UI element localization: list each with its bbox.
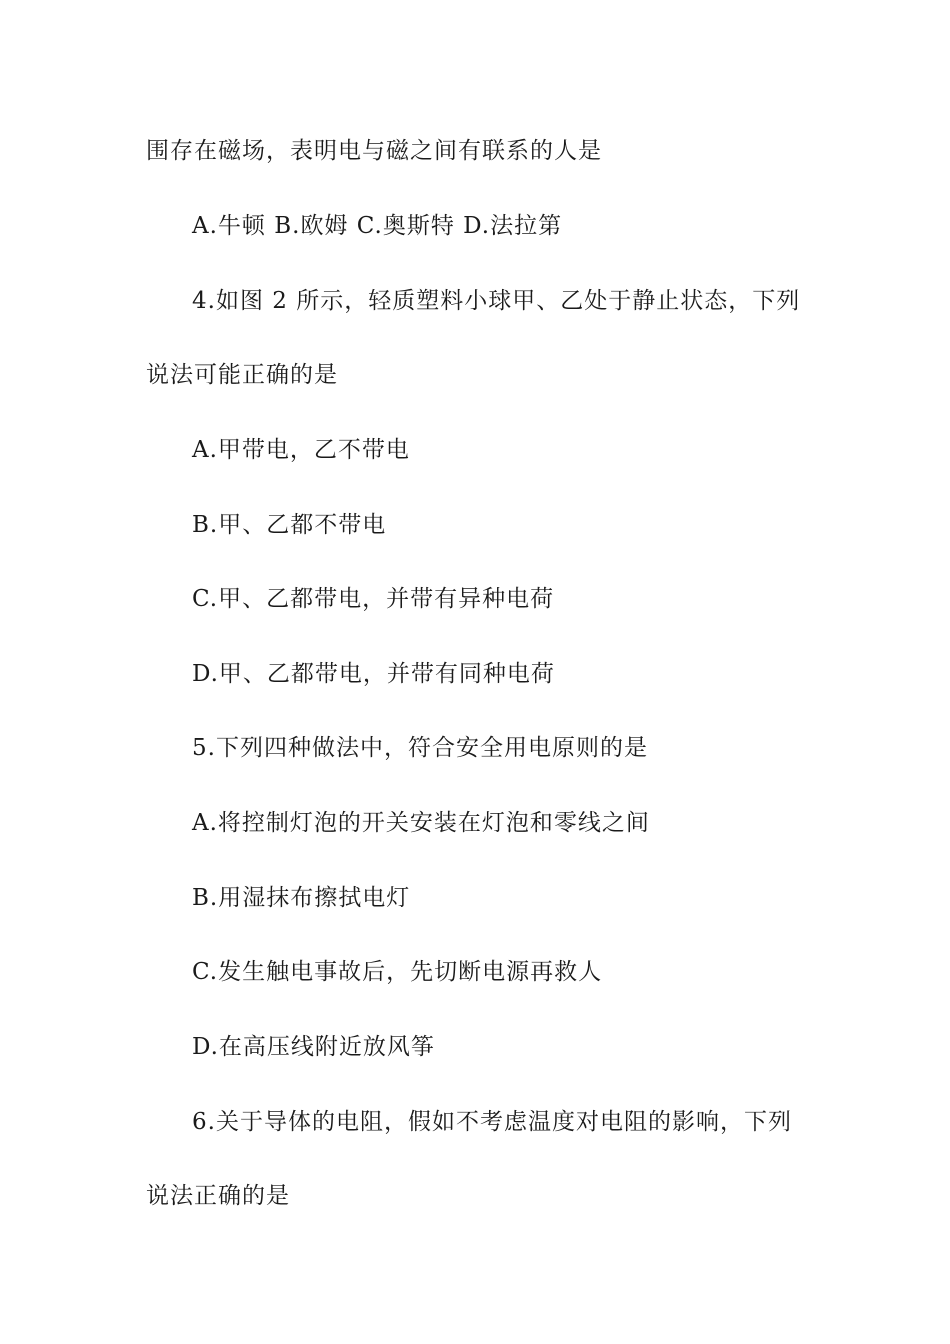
text-line: 6.关于导体的电阻，假如不考虑温度对电阻的影响，下列 [192,1109,792,1135]
text-line: D.在高压线附近放风筝 [192,1034,435,1060]
text-line: B.甲、乙都不带电 [192,512,387,538]
text-line: 围存在磁场，表明电与磁之间有联系的人是 [146,138,602,164]
text-line: A.牛顿 B.欧姆 C.奥斯特 D.法拉第 [192,213,563,239]
text-line: C.发生触电事故后，先切断电源再救人 [192,959,603,985]
text-line: 说法可能正确的是 [146,362,338,388]
text-line: D.甲、乙都带电，并带有同种电荷 [192,661,555,687]
text-line: 5.下列四种做法中，符合安全用电原则的是 [192,735,648,761]
text-line: A.将控制灯泡的开关安装在灯泡和零线之间 [192,810,650,836]
text-line: A.甲带电，乙不带电 [192,437,410,463]
text-line: 说法正确的是 [146,1183,290,1209]
text-line: B.用湿抹布擦拭电灯 [192,885,411,911]
text-line: C.甲、乙都带电，并带有异种电荷 [192,586,555,612]
text-line: 4.如图 2 所示，轻质塑料小球甲、乙处于静止状态，下列 [192,288,801,314]
